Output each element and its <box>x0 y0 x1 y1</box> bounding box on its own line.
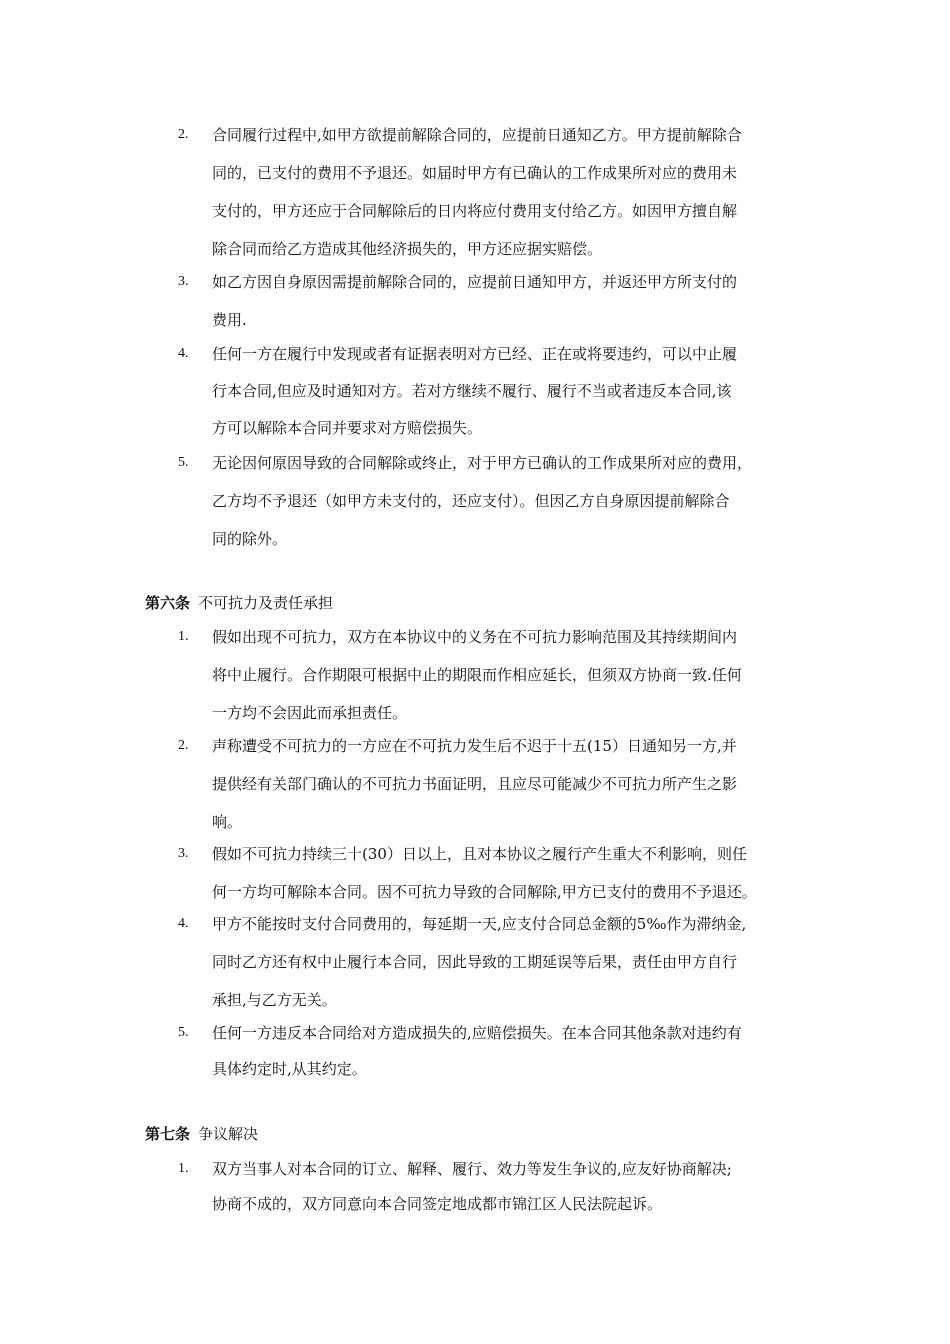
clause-line: 假如出现不可抗力，双方在本协议中的义务在不可抗力影响范围及其持续期间内 <box>212 628 738 646</box>
clause-line: 何一方均可解除本合同。因不可抗力导致的合同解除,甲方已支付的费用不予退还。 <box>212 883 757 901</box>
clause-number: 2. <box>178 127 189 142</box>
clause-line: 任何一方在履行中发现或者有证据表明对方已经、正在或将要违约，可以中止履 <box>212 345 738 363</box>
clause-number: 3. <box>178 274 189 289</box>
clause-line: 方可以解除本合同并要求对方赔偿损失。 <box>212 419 483 437</box>
clause-line: 同的除外。 <box>212 530 288 548</box>
clause-number: 4. <box>178 346 189 361</box>
clause-line: 同的，已支付的费用不予退还。如届时甲方有已确认的工作成果所对应的费用未 <box>212 164 738 182</box>
clause-number: 1. <box>178 629 189 644</box>
clause-line: 响。 <box>212 813 243 831</box>
section-heading <box>145 591 333 615</box>
clause-number: 5. <box>178 455 189 470</box>
clause-line: 费用. <box>212 311 247 329</box>
clause-line: 乙方均不予退还（如甲方未支付的，还应支付）。但因乙方自身原因提前解除合 <box>212 492 730 510</box>
clause-line: 任何一方违反本合同给对方造成损失的,应赔偿损失。在本合同其他条款对违约有 <box>212 1024 742 1042</box>
clause-line: 承担,与乙方无关。 <box>212 991 337 1009</box>
clause-line: 声称遭受不可抗力的一方应在不可抗力发生后不迟于十五(15）日通知另一方,并 <box>212 737 737 755</box>
article-number: 第六条 <box>145 594 191 612</box>
article-title: 不可抗力及责任承担 <box>198 594 334 612</box>
clause-line: 提供经有关部门确认的不可抗力书面证明，且应尽可能减少不可抗力所产生之影 <box>212 775 738 793</box>
clause-line: 假如不可抗力持续三十(30）日以上，且对本协议之履行产生重大不利影响，则任 <box>212 845 747 863</box>
article-number: 第七条 <box>145 1125 191 1143</box>
section-heading <box>145 1122 258 1146</box>
clause-line: 同时乙方还有权中止履行本合同，因此导致的工期延误等后果，责任由甲方自行 <box>212 953 738 971</box>
clause-number: 2. <box>178 738 189 753</box>
clause-line: 行本合同,但应及时通知对方。若对方继续不履行、履行不当或者违反本合同,该 <box>212 382 732 400</box>
clause-number: 3. <box>178 846 189 861</box>
clause-line: 支付的，甲方还应于合同解除后的日内将应付费用支付给乙方。如因甲方擅自解 <box>212 202 738 220</box>
clause-number: 1. <box>178 1161 189 1176</box>
clause-number: 4. <box>178 916 189 931</box>
clause-line: 一方均不会因此而承担责任。 <box>212 704 408 722</box>
clause-line: 无论因何原因导致的合同解除或终止，对于甲方已确认的工作成果所对应的费用， <box>212 454 753 472</box>
article-title: 争议解决 <box>198 1125 259 1143</box>
clause-line: 双方当事人对本合同的订立、解释、履行、效力等发生争议的,应友好协商解决; <box>212 1160 732 1178</box>
clause-line: 将中止履行。合作期限可根据中止的期限而作相应延长，但须双方协商一致.任何 <box>212 666 742 684</box>
clause-line: 合同履行过程中,如甲方欲提前解除合同的，应提前日通知乙方。甲方提前解除合 <box>212 126 742 144</box>
clause-line: 协商不成的，双方同意向本合同签定地成都市锦江区人民法院起诉。 <box>212 1195 663 1213</box>
clause-number: 5. <box>178 1025 189 1040</box>
clause-line: 甲方不能按时支付合同费用的，每延期一天,应支付合同总金额的5‰作为滞纳金, <box>212 915 747 933</box>
clause-line: 如乙方因自身原因需提前解除合同的，应提前日通知甲方，并返还甲方所支付的 <box>212 273 738 291</box>
clause-line: 具体约定时,从其约定。 <box>212 1060 367 1078</box>
clause-line: 除合同而给乙方造成其他经济损失的，甲方还应据实赔偿。 <box>212 240 603 258</box>
